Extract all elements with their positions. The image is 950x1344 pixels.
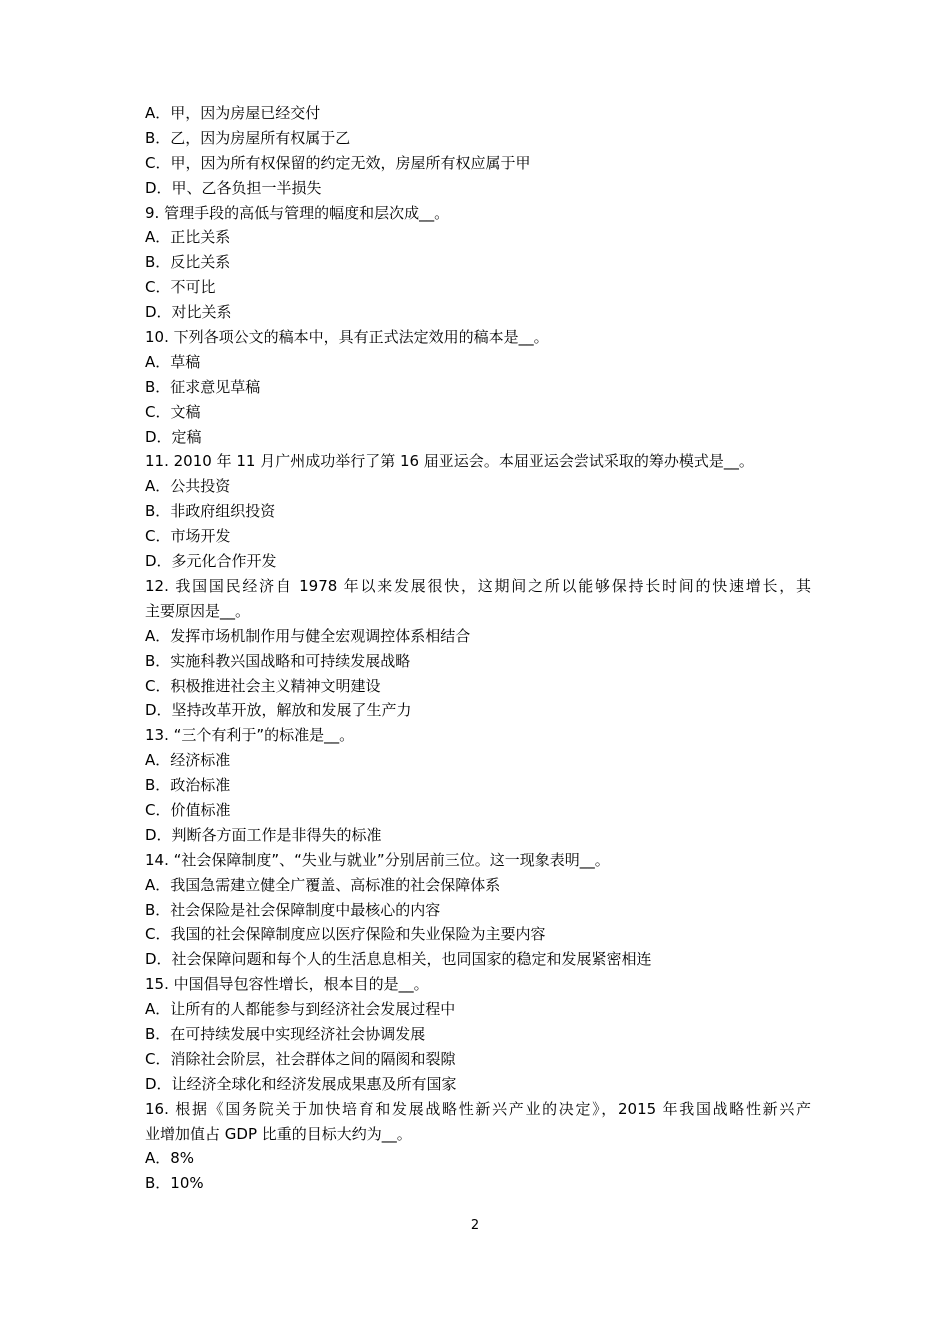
question-15: 15. 中国倡导包容性增长，根本目的是__。 — [145, 975, 429, 994]
option-line: B．反比关系 — [145, 253, 231, 272]
page-number: 2 — [470, 1218, 480, 1233]
option-line: B．征求意见草稿 — [145, 377, 261, 396]
option-line: A．公共投资 — [145, 477, 231, 496]
option-line: D．甲、乙各负担一半损失 — [145, 178, 322, 197]
option-line: B．实施科教兴国战略和可持续发展战略 — [145, 651, 411, 670]
option-line: D．多元化合作开发 — [145, 552, 277, 571]
option-line: A．正比关系 — [145, 228, 231, 247]
option-line: D．判断各方面工作是非得失的标准 — [145, 825, 382, 844]
option-line: B．非政府组织投资 — [145, 502, 276, 521]
option-line: D．坚持改革开放，解放和发展了生产力 — [145, 701, 412, 720]
question-9: 9. 管理手段的高低与管理的幅度和层次成__。 — [145, 203, 450, 222]
option-line: C．不可比 — [145, 278, 216, 297]
option-line: B．社会保险是社会保障制度中最核心的内容 — [145, 900, 441, 919]
option-line: A．甲，因为房屋已经交付 — [145, 104, 321, 122]
question-12: 12. 我国国民经济自 1978 年以来发展很快，这期间之所以能够保持长时间的快速增长，其 — [145, 576, 811, 595]
question-10: 10. 下列各项公文的稿本中，具有正式法定效用的稿本是__。 — [145, 328, 549, 347]
option-line: B．政治标准 — [145, 776, 231, 795]
option-line: A．草稿 — [145, 352, 201, 371]
question-11: 11. 2010 年 11 月广州成功举行了第 16 届亚运会。本届亚运会尝试采取的筹办模式是__。 — [145, 452, 754, 471]
question-list — [145, 101, 811, 1196]
question-12-continued: 主要原因是__。 — [145, 601, 251, 620]
option-line: A．发挥市场机制作用与健全宏观调控体系相结合 — [145, 626, 471, 645]
question-14: 14. “社会保障制度”、“失业与就业”分别居前三位。这一现象表明__。 — [145, 850, 610, 869]
option-line: A．8% — [145, 1149, 195, 1168]
option-line: A．让所有的人都能参与到经济社会发展过程中 — [145, 1000, 456, 1019]
option-line: C．价值标准 — [145, 800, 231, 819]
option-line: C．文稿 — [145, 402, 201, 421]
option-line: D．对比关系 — [145, 303, 232, 322]
question-16-continued: 业增加值占 GDP 比重的目标大约为__。 — [145, 1124, 412, 1143]
option-line: C．我国的社会保障制度应以医疗保险和失业保险为主要内容 — [145, 925, 546, 944]
option-line: B．10% — [145, 1174, 204, 1193]
option-line: C．消除社会阶层，社会群体之间的隔阂和裂隙 — [145, 1049, 456, 1068]
option-line: C．市场开发 — [145, 527, 231, 546]
option-line: B．在可持续发展中实现经济社会协调发展 — [145, 1024, 426, 1043]
question-16: 16. 根据《国务院关于加快培育和发展战略性新兴产业的决定》，2015 年我国战略性新兴产 — [145, 1099, 811, 1118]
option-line: A．我国急需建立健全广覆盖、高标准的社会保障体系 — [145, 875, 501, 894]
option-line: A．经济标准 — [145, 751, 231, 770]
option-line: D．社会保障问题和每个人的生活息息相关，也同国家的稳定和发展紧密相连 — [145, 950, 652, 969]
option-line: D．定稿 — [145, 427, 202, 446]
question-13: 13. “三个有利于”的标准是__。 — [145, 726, 355, 745]
option-line: C．甲，因为所有权保留的约定无效，房屋所有权应属于甲 — [145, 153, 531, 172]
option-line: B．乙，因为房屋所有权属于乙 — [145, 128, 351, 147]
option-line: C．积极推进社会主义精神文明建设 — [145, 676, 381, 695]
option-line: D．让经济全球化和经济发展成果惠及所有国家 — [145, 1074, 457, 1093]
